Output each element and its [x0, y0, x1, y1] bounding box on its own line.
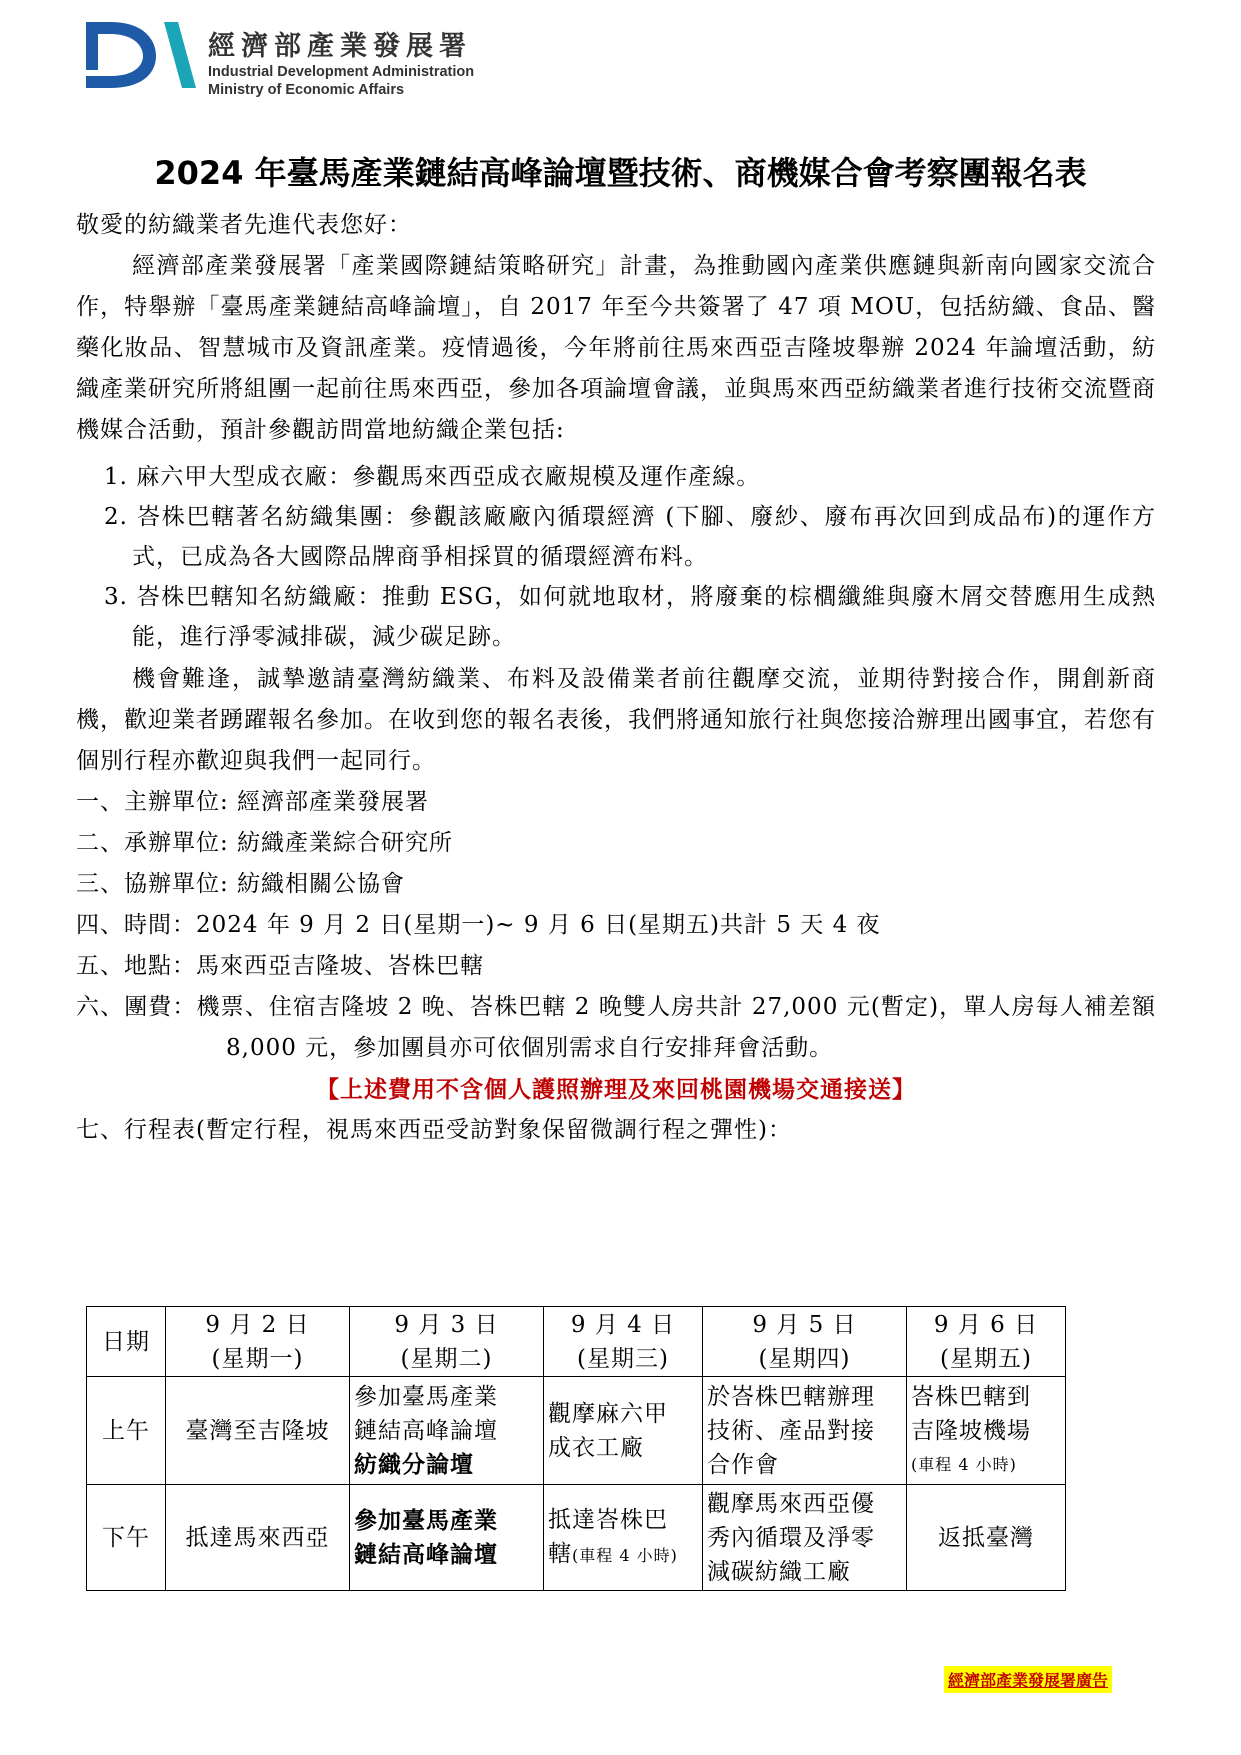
footer-ad-label: 經濟部產業發展署廣告 — [944, 1666, 1112, 1693]
table-row — [87, 1377, 1066, 1485]
document-body — [76, 205, 1156, 1151]
ida-logo-icon — [86, 20, 196, 90]
greeting: 敬愛的紡織業者先進代表您好： — [76, 212, 412, 238]
day-header-1: 9 月 2 日 (星期一) — [166, 1307, 350, 1377]
invitation-paragraph: 機會難逢，誠摯邀請臺灣紡織業、布料及設備業者前往觀摩交流，並期待對接合作，開創新商機，歡迎業者踴躍報名參加。在收到您的報名表後，我們將通知旅行社與您接洽辦理出國事宜，若您有個別行程亦歡迎與我們一起同行。 — [76, 666, 1156, 774]
org-name-en-1: Industrial Development Administration — [208, 64, 475, 80]
header-logo — [86, 20, 506, 100]
morning-day-4: 於峇株巴轄辦理 技術、產品對接 合作會 — [703, 1377, 907, 1485]
section-location: 五、地點：馬來西亞吉隆坡、峇株巴轄 — [76, 953, 484, 979]
org-name-zh: 經濟部產業發展署 — [208, 31, 472, 62]
table-row — [87, 1307, 1066, 1377]
afternoon-day-3: 抵達峇株巴 轄(車程 4 小時) — [544, 1485, 703, 1591]
afternoon-day-1: 抵達馬來西亞 — [166, 1485, 350, 1591]
section-executor: 二、承辦單位: 紡織產業綜合研究所 — [76, 830, 454, 856]
afternoon-day-2: 參加臺馬產業 鏈結高峰論壇 — [350, 1485, 544, 1591]
intro-paragraph: 經濟部產業發展署「產業國際鏈結策略研究」計畫，為推動國內產業供應鏈與新南向國家交流合作，特舉辦「臺馬產業鏈結高峰論壇」，自 2017 年至今共簽署了 47 項 MOU，包括紡織、食品、醫藥化妝品、智慧城市及資訊產業。疫情過後，今年將前往馬來西亞吉隆坡舉辦 2024 年論壇活動，紡織產業研究所將組團一起前往馬來西亞，參加各項論壇會議，並與馬來西亞紡織業者進行技術交流暨商機媒合活動，預計參觀訪問當地紡織企業包括: — [76, 253, 1156, 443]
table-row — [87, 1485, 1066, 1591]
morning-day-2: 參加臺馬產業 鏈結高峰論壇 紡織分論壇 — [350, 1377, 544, 1485]
morning-day-5: 峇株巴轄到 吉隆坡機場 (車程 4 小時) — [907, 1377, 1066, 1485]
document-title: 2024 年臺馬產業鏈結高峰論壇暨技術、商機媒合會考察團報名表 — [154, 154, 1087, 192]
visit-item-2: 2. 峇株巴轄著名紡織集團：參觀該廠廠內循環經濟 (下腳、廢紗、廢布再次回到成品布)的運作方式，已成為各大國際品牌商爭相採買的循環經濟布料。 — [104, 504, 1156, 570]
date-header: 日期 — [87, 1307, 166, 1377]
visit-item-3: 3. 峇株巴轄知名紡織廠：推動 ESG，如何就地取材，將廢棄的棕櫚纖維與廢木屑交替應用生成熱能，進行淨零減排碳，減少碳足跡。 — [104, 584, 1156, 650]
org-name-en-2: Ministry of Economic Affairs — [208, 82, 405, 98]
day-header-4: 9 月 5 日 (星期四) — [703, 1307, 907, 1377]
visit-list — [76, 457, 1156, 657]
day-header-2: 9 月 3 日 (星期二) — [350, 1307, 544, 1377]
section-organizer: 一、主辦單位: 經濟部產業發展署 — [76, 789, 430, 815]
section-fee: 六、團費：機票、住宿吉隆坡 2 晚、峇株巴轄 2 晚雙人房共計 27,000 元(暫定)，單人房每人補差額 8,000 元，參加團員亦可依個別需求自行安排拜會活動。 — [76, 994, 1156, 1061]
morning-day-1: 臺灣至吉隆坡 — [166, 1377, 350, 1485]
morning-day-3: 觀摩麻六甲 成衣工廠 — [544, 1377, 703, 1485]
section-itinerary: 七、行程表(暫定行程，視馬來西亞受訪對象保留微調行程之彈性)： — [76, 1117, 792, 1143]
afternoon-label: 下午 — [87, 1485, 166, 1591]
day-header-5: 9 月 6 日 (星期五) — [907, 1307, 1066, 1377]
afternoon-day-5: 返抵臺灣 — [907, 1485, 1066, 1591]
morning-label: 上午 — [87, 1377, 166, 1485]
section-co-organizer: 三、協辦單位: 紡織相關公協會 — [76, 871, 406, 897]
visit-item-1: 1. 麻六甲大型成衣廠：參觀馬來西亞成衣廠規模及運作產線。 — [104, 464, 761, 490]
itinerary-table — [86, 1306, 1066, 1591]
afternoon-day-4: 觀摩馬來西亞優 秀內循環及淨零 減碳紡織工廠 — [703, 1485, 907, 1591]
section-time: 四、時間：2024 年 9 月 2 日(星期一)~ 9 月 6 日(星期五)共計 5 天 4 夜 — [76, 912, 881, 938]
fee-notice: 【上述費用不含個人護照辦理及來回桃園機場交通接送】 — [316, 1076, 916, 1103]
day-header-3: 9 月 4 日 (星期三) — [544, 1307, 703, 1377]
